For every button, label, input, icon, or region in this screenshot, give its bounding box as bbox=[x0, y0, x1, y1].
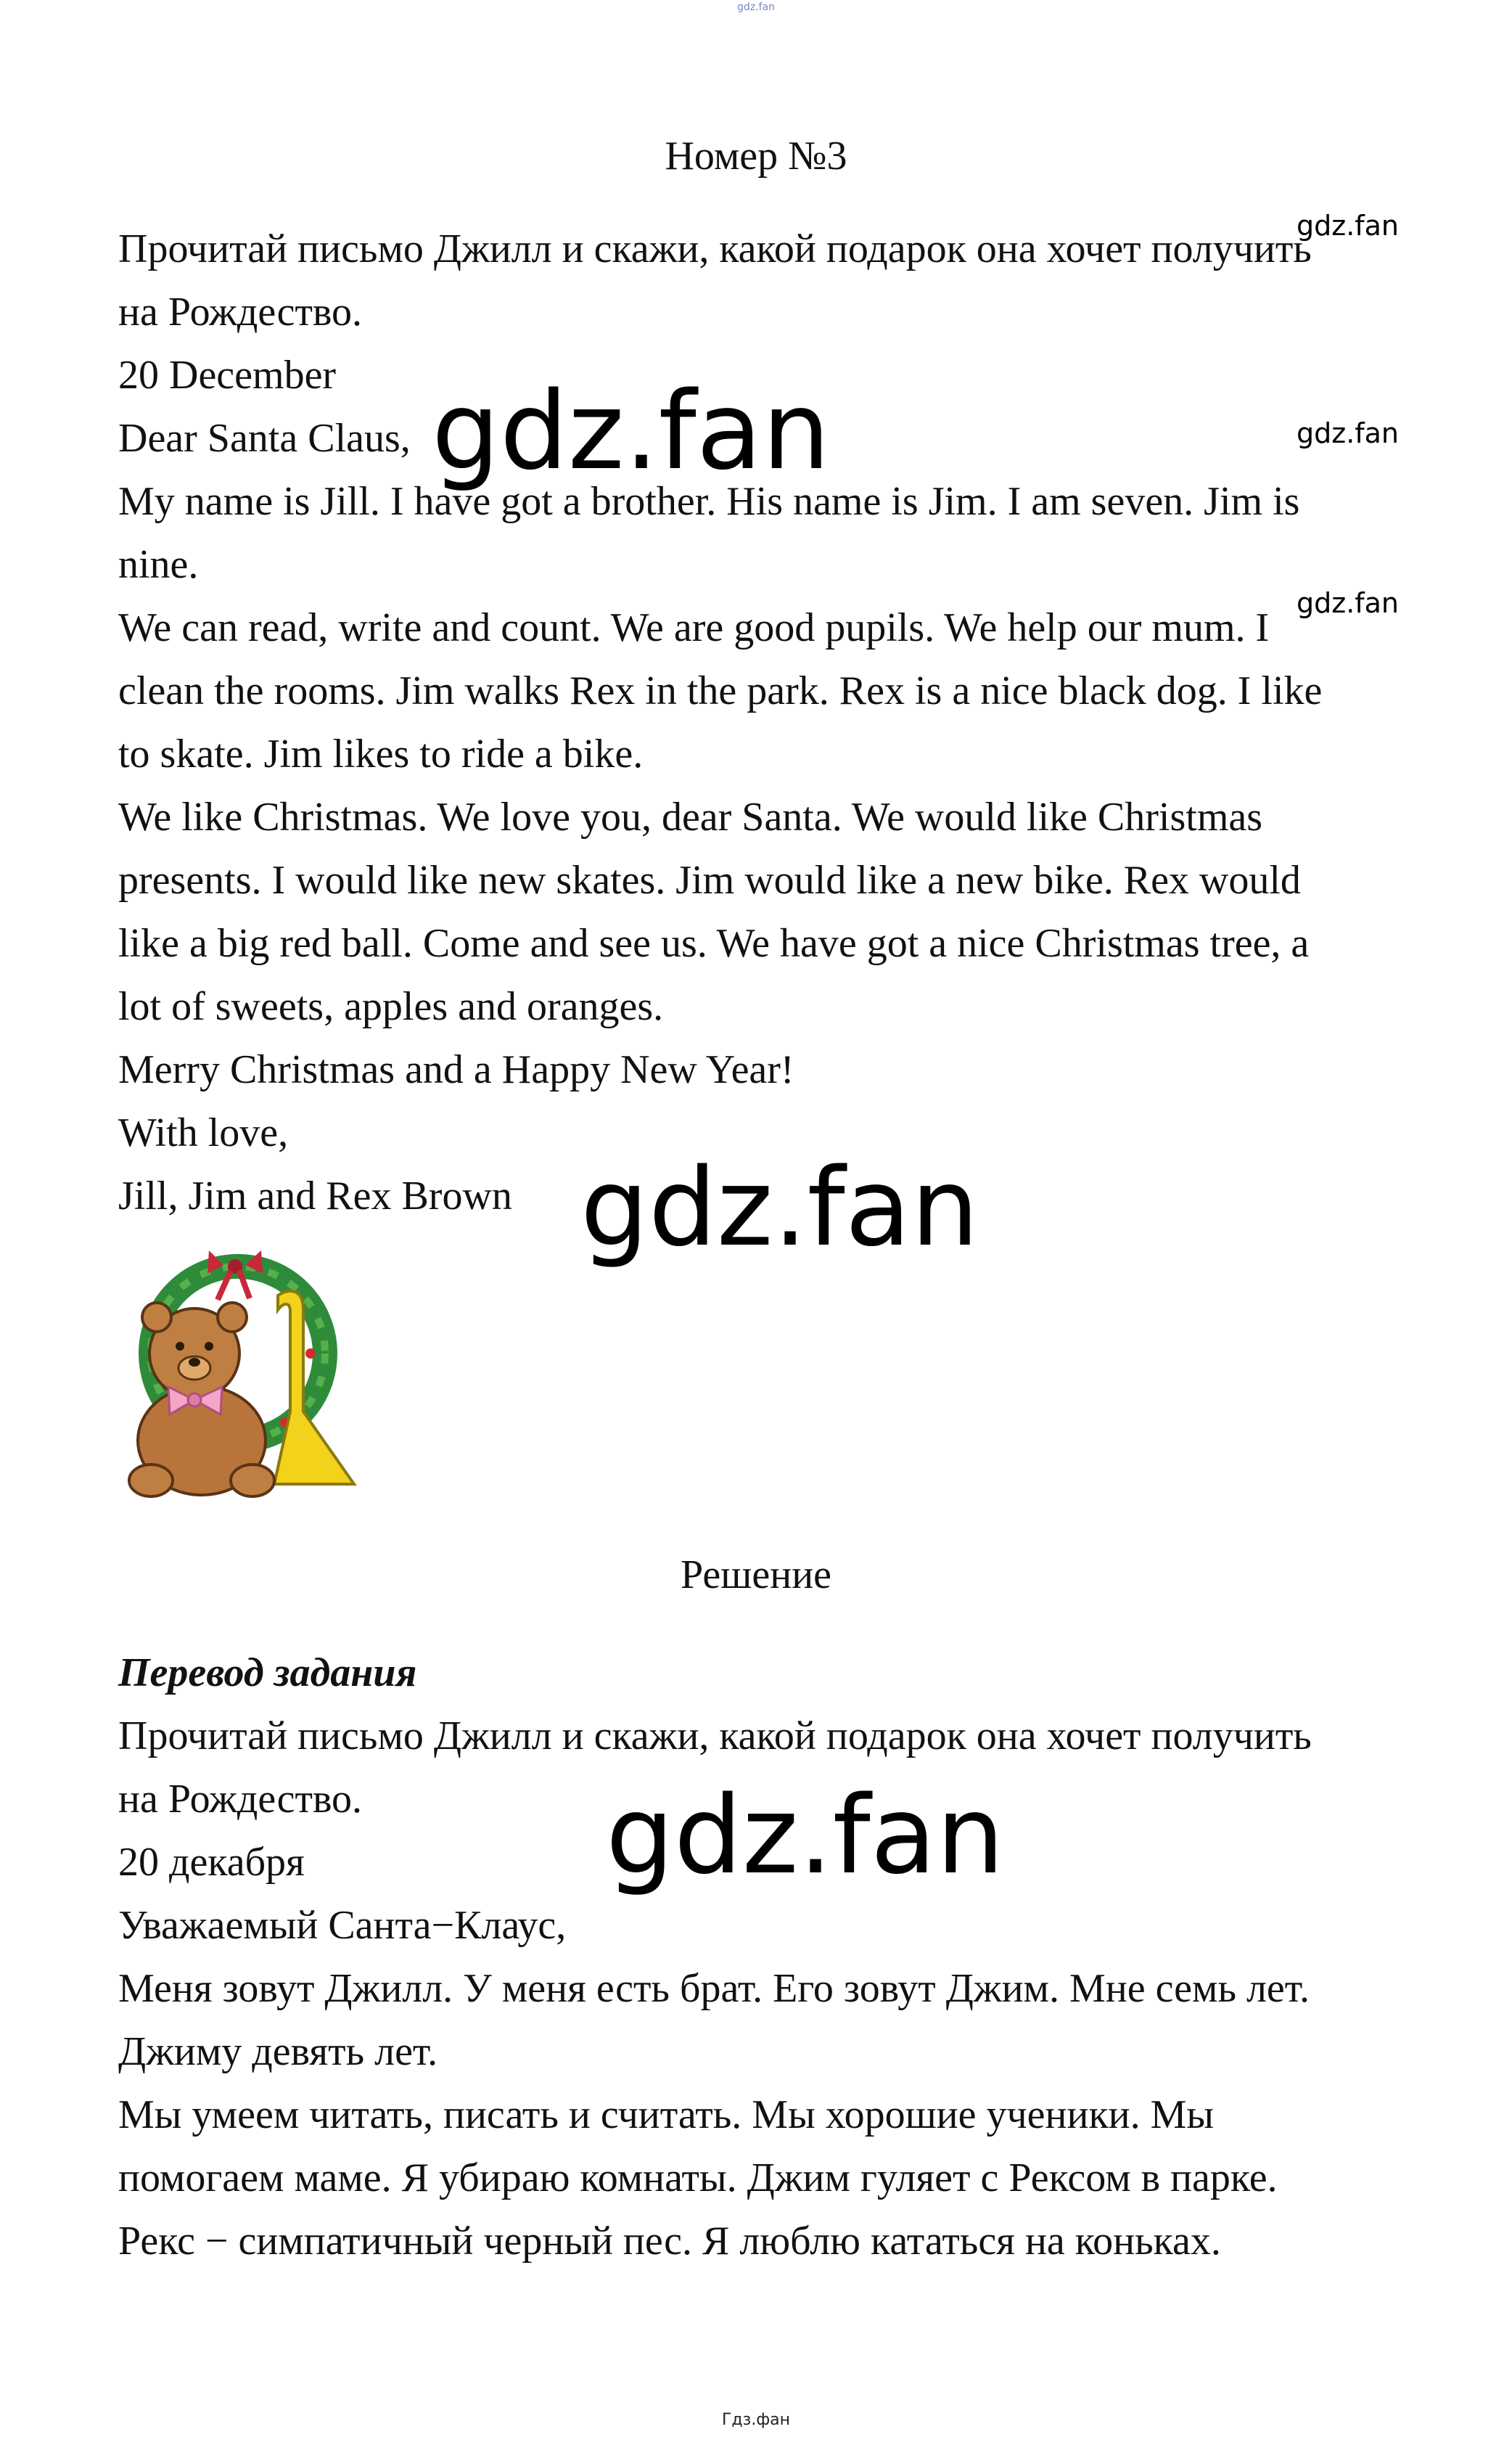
translation-date: 20 декабря bbox=[118, 1840, 305, 1885]
letter-line: to skate. Jim likes to ride a bike. bbox=[118, 732, 644, 777]
letter-signature: Jill, Jim and Rex Brown bbox=[118, 1174, 512, 1218]
solution-heading: Решение bbox=[680, 1552, 832, 1597]
letter-closing: With love, bbox=[118, 1110, 289, 1155]
letter-line: nine. bbox=[118, 542, 199, 587]
translation-text bbox=[118, 1642, 1410, 2273]
header-watermark: gdz.fan bbox=[737, 1, 775, 13]
letter-line: lot of sweets, apples and oranges. bbox=[118, 984, 664, 1029]
translation-line: Рекс − симпатичный черный пес. Я люблю кататься на коньках. bbox=[118, 2219, 1221, 2264]
translation-line: Меня зовут Джилл. У меня есть брат. Его зовут Джим. Мне семь лет. bbox=[118, 1966, 1310, 2011]
letter-line: We can read, write and count. We are good pupils. We help our mum. I bbox=[118, 605, 1270, 650]
watermark: gdz.fan bbox=[580, 1145, 979, 1270]
translation-line: Мы умеем читать, писать и считать. Мы хорошие ученики. Мы bbox=[118, 2092, 1215, 2137]
letter-line: presents. I would like new skates. Jim would like a new bike. Rex would bbox=[118, 858, 1301, 903]
letter-line: We like Christmas. We love you, dear Santa. We would like Christmas bbox=[118, 795, 1263, 840]
translation-line: Прочитай письмо Джилл и скажи, какой подарок она хочет получить bbox=[118, 1713, 1312, 1758]
task-line: на Рождество. bbox=[118, 290, 362, 335]
letter-date: 20 December bbox=[118, 353, 337, 398]
translation-greeting: Уважаемый Санта−Клаус, bbox=[118, 1903, 567, 1948]
watermark: gdz.fan bbox=[432, 369, 831, 493]
letter-line: Merry Christmas and a Happy New Year! bbox=[118, 1047, 794, 1092]
christmas-illustration bbox=[122, 1245, 361, 1499]
task-line: Прочитай письмо Джилл и скажи, какой подарок она хочет получить bbox=[118, 226, 1312, 271]
translation-line: помогаем маме. Я убираю комнаты. Джим гуляет с Рексом в парке. bbox=[118, 2155, 1278, 2200]
letter-line: My name is Jill. I have got a brother. His name is Jim. I am seven. Jim is bbox=[118, 479, 1300, 524]
watermark: gdz.fan bbox=[1297, 587, 1400, 619]
translation-line: Джиму девять лет. bbox=[118, 2029, 438, 2074]
translation-line: на Рождество. bbox=[118, 1777, 362, 1822]
teddy-bear-icon bbox=[122, 1245, 361, 1499]
page-title: Номер №3 bbox=[665, 134, 847, 179]
watermark: gdz.fan bbox=[1297, 210, 1400, 242]
letter-line: clean the rooms. Jim walks Rex in the park. Rex is a nice black dog. I like bbox=[118, 668, 1323, 713]
watermark: gdz.fan bbox=[1297, 417, 1400, 449]
letter-greeting: Dear Santa Claus, bbox=[118, 416, 411, 461]
footer-watermark: Гдз.фан bbox=[722, 2411, 790, 2429]
translation-subtitle: Перевод задания bbox=[118, 1650, 417, 1695]
watermark: gdz.fan bbox=[606, 1773, 1005, 1898]
letter-line: like a big red ball. Come and see us. We have got a nice Christmas tree, a bbox=[118, 921, 1310, 966]
